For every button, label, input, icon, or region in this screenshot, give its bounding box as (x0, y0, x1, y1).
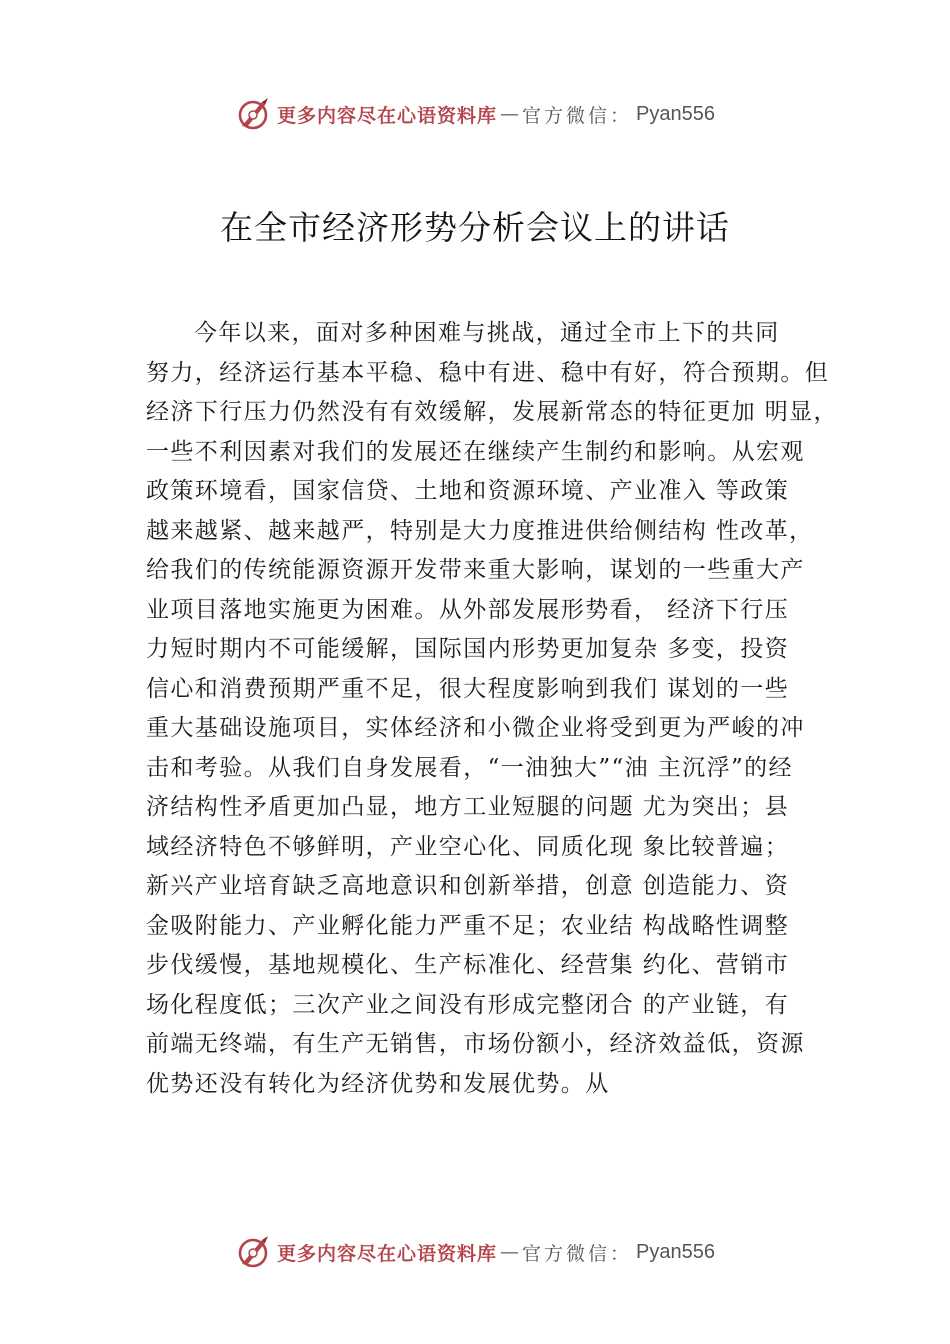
body-line: 场化程度低；三次产业之间没有形成完整闭合 的产业链，有 (146, 991, 790, 1018)
body-line: 信心和消费预期严重不足，很大程度影响到我们 谋划的一些 (146, 675, 790, 702)
quill-logo-icon (235, 96, 271, 132)
header-wechat-label: 官方微信： (522, 104, 633, 127)
body-line: 前端无终端，有生产无销售，市场份额小，经济效益低，资源 (146, 1031, 805, 1057)
body-line: 越来越紧、越来越严，特别是大力度推进供给侧结构 性改革， (146, 517, 814, 544)
header-wechat-id: Pyan556 (636, 102, 715, 125)
body-line: 政策环境看，国家信贷、土地和资源环境、产业准入 等政策 (146, 478, 790, 504)
body-line: 给我们的传统能源资源开发带来重大影响，谋划的一些重大产 (146, 557, 805, 583)
body-line: 业项目落地实施更为困难。从外部发展形势看， 经济下行压 (146, 596, 790, 623)
body-line: 一些不利因素对我们的发展还在继续产生制约和影响。从宏观 (146, 438, 805, 465)
header-watermark (0, 94, 950, 134)
body-line: 济结构性矛盾更加凸显，地方工业短腿的问题 尤为突出；县 (146, 794, 790, 820)
document-title: 在全市经济形势分析会议上的讲话 (220, 208, 730, 247)
footer-dash: — (500, 1241, 520, 1263)
body-line: 力短时期内不可能缓解，国际国内形势更加复杂 多变，投资 (146, 636, 790, 662)
body-line: 努力，经济运行基本平稳、稳中有进、稳中有好，符合预期。但 (146, 359, 830, 386)
body-line: 优势还没有转化为经济优势和发展优势。从 (146, 1070, 610, 1097)
document-body (146, 314, 838, 1104)
body-line: 重大基础设施项目，实体经济和小微企业将受到更为严峻的冲 (146, 715, 805, 741)
body-line: 新兴产业培育缺乏高地意识和创新举措，创意 创造能力、资 (146, 873, 790, 899)
header-brand-text: 更多内容尽在心语资料库 (277, 104, 498, 127)
footer-wechat-label: 官方微信： (522, 1242, 633, 1265)
body-line: 击和考验。从我们自身发展看，“一油独大”“油 主沉浮”的经 (146, 754, 793, 781)
footer-wechat-id: Pyan556 (636, 1240, 715, 1263)
footer-watermark (0, 1232, 950, 1272)
quill-logo-icon (235, 1234, 271, 1270)
body-line: 今年以来，面对多种困难与挑战，通过全市上下的共同 (194, 320, 780, 346)
body-line: 域经济特色不够鲜明，产业空心化、同质化现 象比较普遍； (146, 833, 790, 860)
header-dash: — (500, 103, 520, 125)
footer-brand-text: 更多内容尽在心语资料库 (277, 1242, 498, 1265)
body-line: 金吸附能力、产业孵化能力严重不足；农业结 构战略性调整 (146, 912, 790, 939)
body-line: 步伐缓慢，基地规模化、生产标准化、经营集 约化、营销市 (146, 952, 790, 978)
body-line: 经济下行压力仍然没有有效缓解，发展新常态的特征更加 明显， (146, 399, 838, 425)
